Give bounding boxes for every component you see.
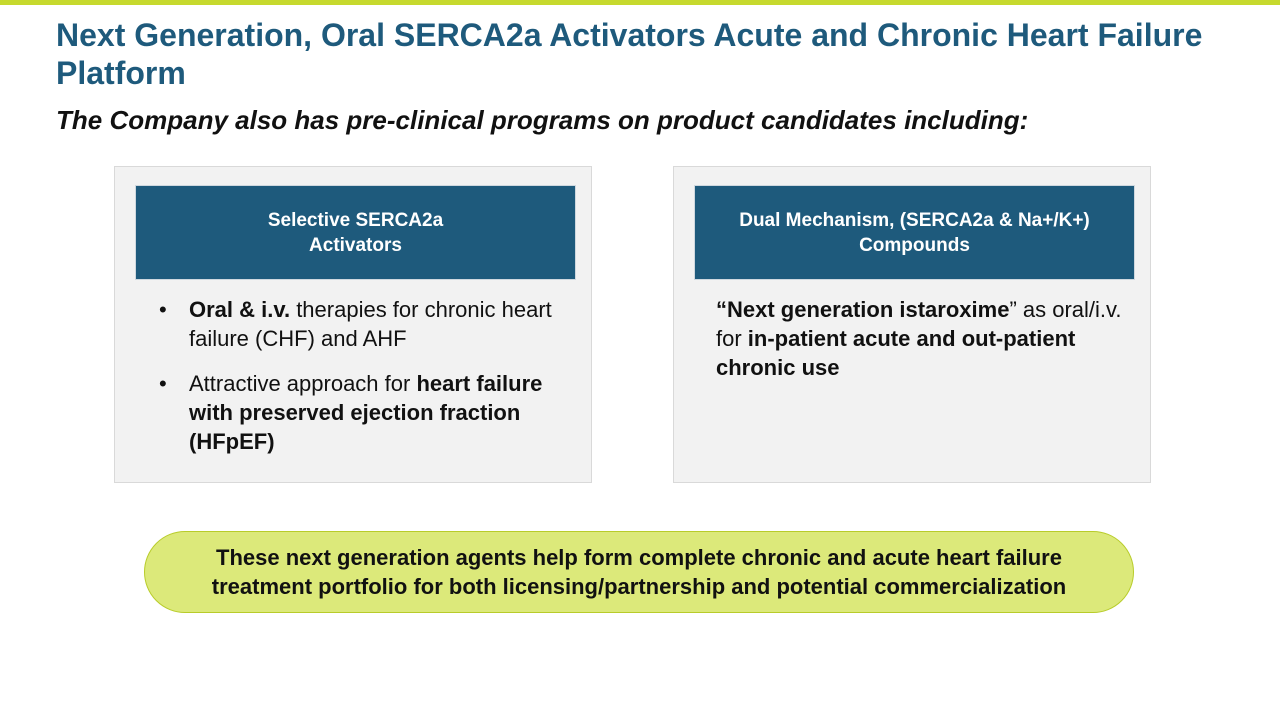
bullet-bold-text: heart failure with preserved ejection fraction (HFpEF) [189, 371, 543, 454]
right-body-bold-1: “Next generation istaroxime [716, 297, 1010, 322]
slide-title: Next Generation, Oral SERCA2a Activators Acute and Chronic Heart Failure Platform [56, 17, 1203, 91]
bullet-dot-icon: • [159, 371, 167, 396]
right-header-line-1: Dual Mechanism, (SERCA2a & Na+/K+) [739, 209, 1090, 231]
bullet-text: therapies for chronic heart failure (CHF) and AHF [189, 297, 552, 351]
right-body-text: ” as oral/i.v. for [716, 297, 1122, 351]
bullet-dot-icon: • [159, 297, 167, 322]
bullet-text: Attractive approach for [189, 371, 417, 396]
right-body-bold-2: in-patient acute and out-patient chronic use [716, 326, 1076, 380]
callout-line-1: These next generation agents help form complete chronic and acute heart failure [216, 545, 1062, 570]
left-panel-header [135, 185, 576, 280]
top-accent-bar [0, 0, 1280, 5]
bullet-item [155, 369, 565, 456]
left-panel [114, 166, 592, 483]
left-panel-bullet-list [155, 295, 565, 472]
right-panel [673, 166, 1151, 483]
right-panel-header [694, 185, 1135, 280]
bullet-item [155, 295, 565, 353]
slide-subtitle: The Company also has pre-clinical programs on product candidates including: [56, 105, 1029, 135]
left-header-line-2: Activators [309, 234, 402, 256]
right-header-line-2: Compounds [859, 234, 970, 256]
bullet-bold-text: Oral & i.v. [189, 297, 291, 322]
summary-callout [144, 531, 1134, 613]
left-header-line-1: Selective SERCA2a [267, 209, 444, 231]
callout-line-2: treatment portfolio for both licensing/partnership and potential commercialization [211, 574, 1067, 599]
right-panel-body [716, 295, 1136, 382]
